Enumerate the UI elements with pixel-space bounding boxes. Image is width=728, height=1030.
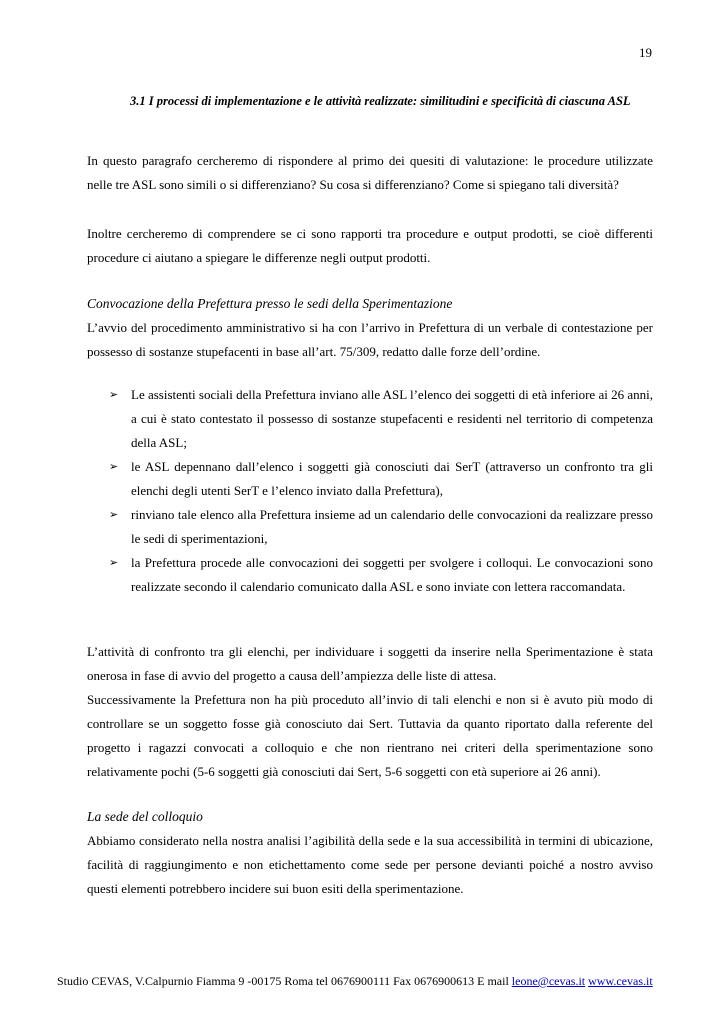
intro-text-1: In questo paragrafo cercheremo di rispondere al primo dei quesiti di valutazione: le procedure utilizzate nelle tre ASL sono simili o si differenziano? Su cosa si differenziano? Come si spiegano tali diversità? (87, 153, 653, 192)
arrow-bullet-icon: ➢ (109, 557, 119, 569)
confronto-text: L’attività di confronto tra gli elenchi, per individuare i soggetti da inserire nella Sperimentazione è stata onerosa in fase di avvio del progetto a causa dell’ampiezza delle liste di attesa. (87, 644, 653, 683)
page-number: 19 (639, 45, 652, 60)
footer-website-link[interactable]: www.cevas.it (588, 974, 653, 988)
list-item-text: la Prefettura procede alle convocazioni dei soggetti per svolgere i colloqui. Le convocazioni sono realizzate secondo il calendario comunicato dalla ASL e sono inviate con lettera raccomandata. (131, 555, 653, 594)
arrow-bullet-icon: ➢ (109, 461, 119, 473)
arrow-bullet-icon: ➢ (109, 389, 119, 401)
sede-section (87, 805, 653, 901)
section-title: 3.1 I processi di implementazione e le attività realizzate: similitudini e specificità di ciascuna ASL (130, 94, 631, 108)
convocazione-section (87, 292, 653, 364)
intro-text-2: Inoltre cercheremo di comprendere se ci sono rapporti tra procedure e output prodotti, se cioè differenti procedure ci aiutano a spiegare le differenze negli output prodotti. (87, 226, 653, 265)
page-footer (57, 974, 671, 989)
convocazione-text: L’avvio del procedimento amministrativo si ha con l’arrivo in Prefettura di un verbale di contestazione per possesso di sostanze stupefacenti in base all’art. 75/309, redatto dalle forze dell’ordine. (87, 320, 653, 359)
procedure-bullet-list (109, 383, 653, 599)
intro-paragraph-1 (87, 149, 653, 197)
list-item-text: rinviano tale elenco alla Prefettura insieme ad un calendario delle convocazioni da realizzare presso le sedi di sperimentazioni, (131, 507, 653, 546)
list-item (109, 551, 653, 599)
convocazione-heading: Convocazione della Prefettura presso le sedi della Sperimentazione (87, 296, 453, 311)
list-item (109, 503, 653, 551)
list-item-text: Le assistenti sociali della Prefettura inviano alle ASL l’elenco dei soggetti di età inferiore ai 26 anni, a cui è stato contestato il possesso di sostanze stupefacenti e residenti nel territorio di competenza della ASL; (131, 387, 653, 450)
footer-email-link[interactable]: leone@cevas.it (511, 974, 586, 988)
arrow-bullet-icon: ➢ (109, 509, 119, 521)
footer-address: Studio CEVAS, V.Calpurnio Fiamma 9 -00175 Roma tel 0676900111 Fax 0676900613 E mail (57, 974, 512, 988)
sede-heading: La sede del colloquio (87, 809, 203, 824)
confronto-paragraph (87, 640, 653, 784)
list-item (109, 383, 653, 455)
successivamente-text: Successivamente la Prefettura non ha più proceduto all’invio di tali elenchi e non si è avuto più modo di controllare se un soggetto fosse già conosciuto dai Sert. Tuttavia da quanto riportato dalla referente del progetto i ragazzi convocati a colloquio e che non rientrano nei criteri della sperimentazione sono relativamente pochi (5-6 soggetti già conosciuti dai Sert, 5-6 soggetti con età superiore ai 26 anni). (87, 692, 653, 779)
sede-text: Abbiamo considerato nella nostra analisi l’agibilità della sede e la sua accessibilità in termini di ubicazione, facilità di raggiungimento e non etichettamento come sede per persone devianti poiché a nostro avviso questi elementi potrebbero incidere sui buon esiti della sperimentazione. (87, 833, 653, 896)
intro-paragraph-2 (87, 222, 653, 270)
list-item (109, 455, 653, 503)
list-item-text: le ASL depennano dall’elenco i soggetti già conosciuti dai SerT (attraverso un confronto tra gli elenchi degli utenti SerT e l’elenco inviato dalla Prefettura), (131, 459, 653, 498)
